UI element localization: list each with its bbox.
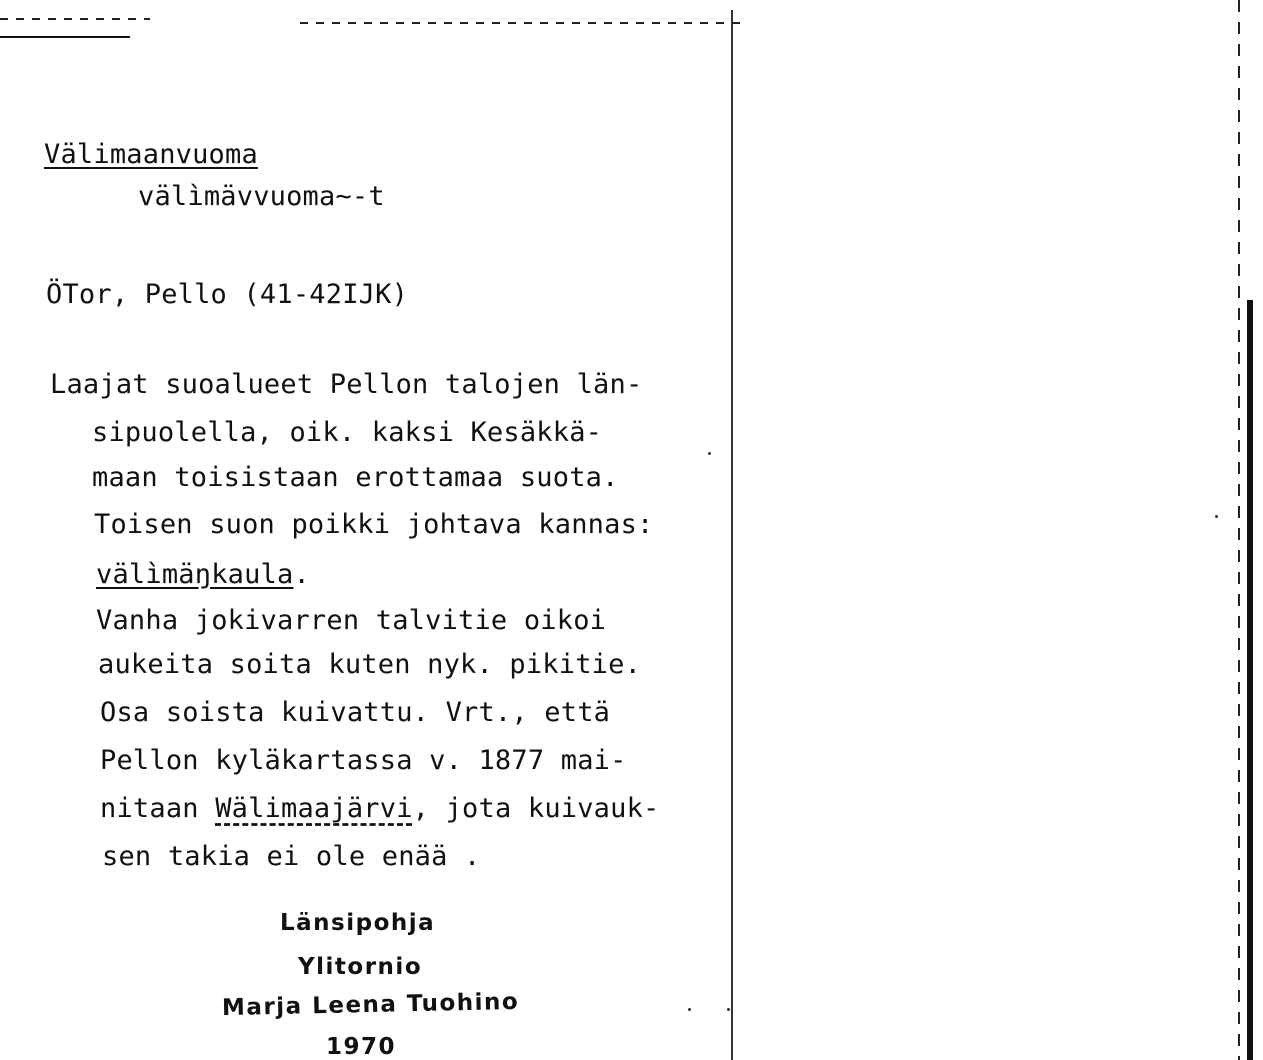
- top-left-rule: [0, 36, 130, 38]
- body-line: sipuolella, oik. kaksi Kesäkkä-: [92, 417, 603, 448]
- body-line: Osa soista kuivattu. Vrt., että: [100, 697, 611, 728]
- body-line: maan toisistaan erottamaa suota.: [92, 462, 619, 493]
- top-left-dashed-rule: [0, 18, 150, 20]
- card-divider-line: [731, 10, 733, 1060]
- body-line: sen takia ei ole enää .: [102, 841, 481, 872]
- speck: [708, 452, 711, 455]
- body-line: Pellon kyläkartassa v. 1877 mai-: [100, 745, 627, 776]
- right-edge-shadow: [1247, 300, 1253, 1060]
- stamp-parish: Ylitornio: [298, 954, 423, 980]
- line-suffix: , jota kuivauk-: [412, 793, 660, 824]
- body-line: Laajat suoalueet Pellon talojen län-: [50, 369, 643, 400]
- underlined-term: välìmäŋkaula: [96, 559, 294, 590]
- body-line: [100, 794, 660, 824]
- body-line: Vanha jokivarren talvitie oikoi: [96, 605, 607, 636]
- speck: [1215, 515, 1218, 518]
- body-line: Toisen suon poikki johtava kannas:: [94, 509, 654, 540]
- line-prefix: nitaan: [100, 793, 216, 824]
- body-line: [96, 560, 310, 590]
- line-suffix: .: [293, 559, 310, 590]
- stamp-collector: Marja Leena Tuohino: [221, 988, 520, 1022]
- top-dashed-rule: [300, 22, 740, 24]
- speck: [688, 1008, 691, 1011]
- stamp-region: Länsipohja: [280, 910, 436, 936]
- speck: [727, 1008, 730, 1011]
- right-edge-dashed-line: [1238, 0, 1240, 1060]
- stamp-year: 1970: [326, 1034, 397, 1060]
- underlined-term: Wälimaajärvi: [215, 793, 413, 824]
- headword: Välimaanvuoma: [44, 139, 258, 170]
- pronunciation: välìmävvuoma~-t: [138, 181, 385, 212]
- source-reference: ÖTor, Pello (41-42IJK): [46, 279, 409, 310]
- body-line: aukeita soita kuten nyk. pikitie.: [98, 649, 642, 680]
